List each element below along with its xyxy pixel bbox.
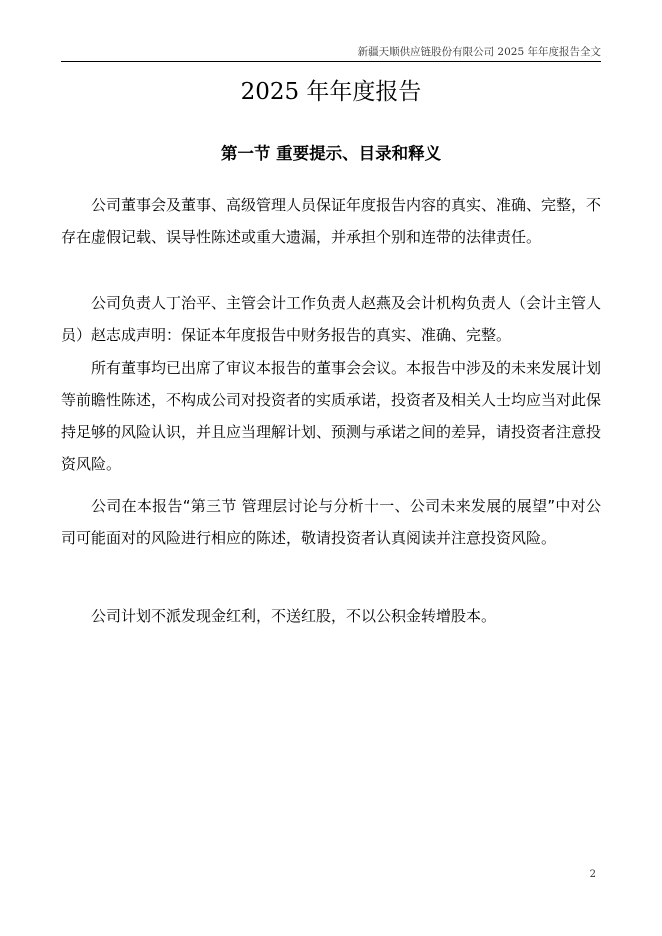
page-title: 2025 年年度报告: [240, 79, 422, 105]
paragraph-forward-looking-statements: 所有董事均已出席了审议本报告的董事会会议。本报告中涉及的未来发展计划等前瞻性陈述，不构成公司对投资者的实质承诺，投资者及相关人士均应当对此保持足够的风险认识，并且应当理解计划、预测与承诺之间的差异，请投资者注意投资风险。: [61, 359, 602, 473]
section-heading: 第一节 重要提示、目录和释义: [220, 144, 442, 163]
header-rule: [61, 61, 601, 62]
paragraph-board-guarantee: 公司董事会及董事、高级管理人员保证年度报告内容的真实、准确、完整，不存在虚假记载、误导性陈述或重大遗漏，并承担个别和连带的法律责任。: [61, 196, 602, 246]
page-header-text: 新疆天顺供应链股份有限公司 2025 年年度报告全文: [357, 46, 601, 58]
paragraph-dividend-plan: 公司计划不派发现金红利，不送红股，不以公积金转增股本。: [91, 607, 497, 625]
paragraph-responsible-persons-statement: 公司负责人丁治平、主管会计工作负责人赵燕及会计机构负责人（会计主管人员）赵志成声明：保证本年度报告中财务报告的真实、准确、完整。: [61, 294, 602, 344]
page-number: 2: [589, 869, 596, 880]
paragraph-risk-notice: 公司在本报告“第三节 管理层讨论与分析十一、公司未来发展的展望”中对公司可能面对的风险进行相应的陈述，敬请投资者认真阅读并注意投资风险。: [61, 497, 601, 547]
